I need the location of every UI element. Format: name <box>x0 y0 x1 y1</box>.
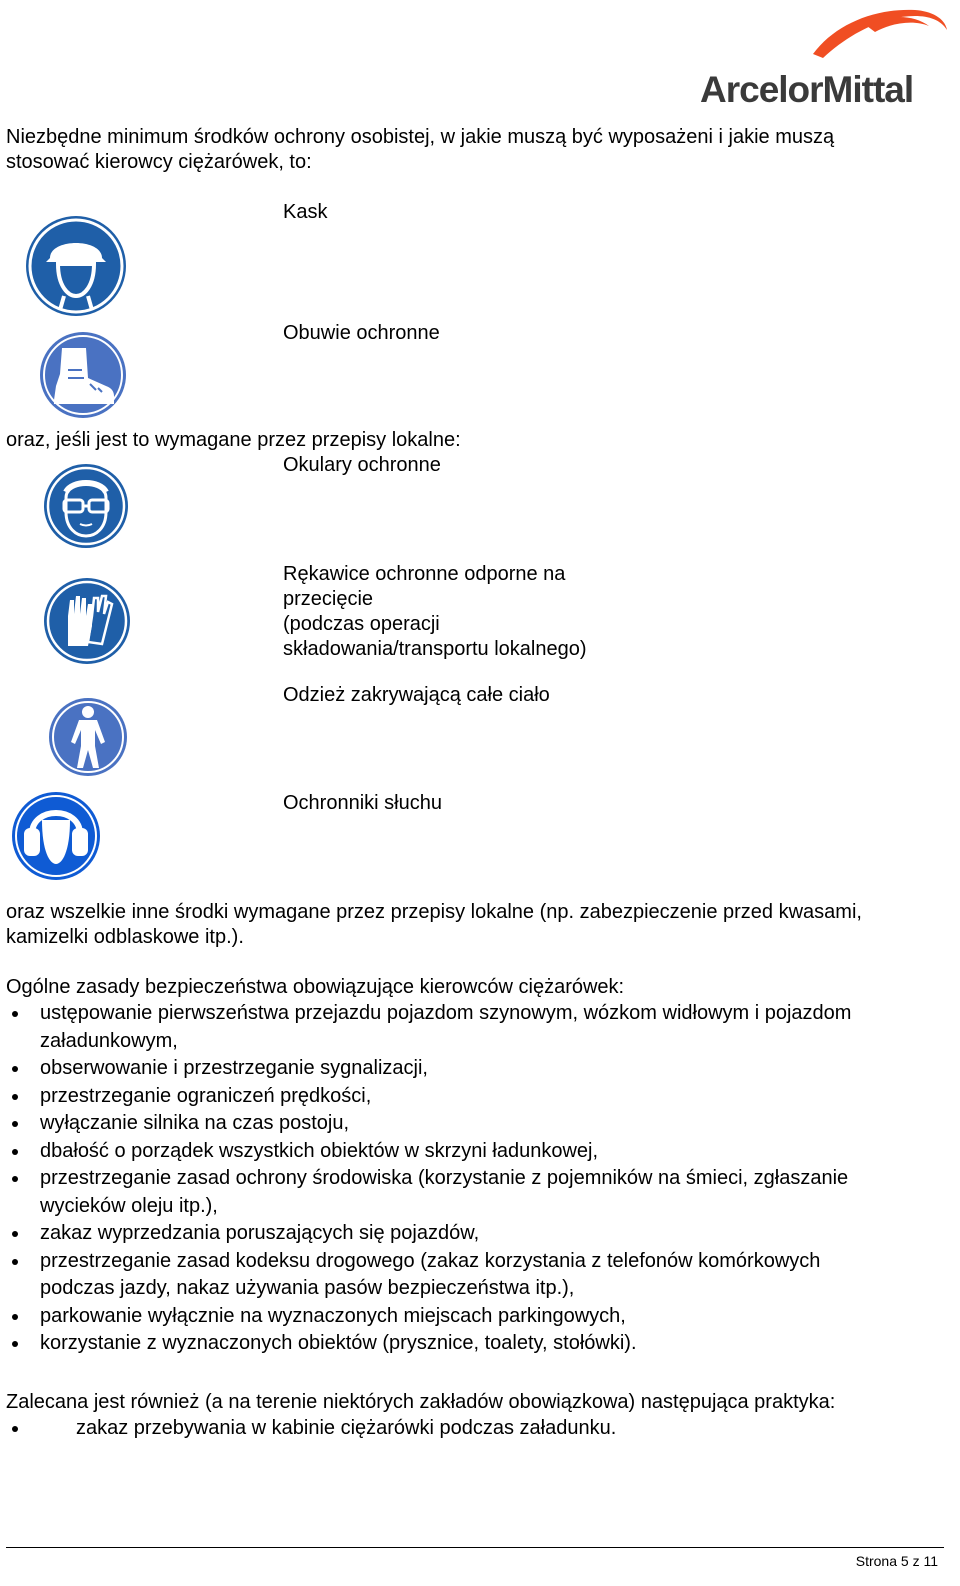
full-body-suit-icon <box>47 696 129 778</box>
general-rules-title: Ogólne zasady bezpieczeństwa obowiązujące kierowców ciężarówek: <box>6 976 625 998</box>
recommended-title: Zalecana jest również (a na terenie niektórych zakładów obowiązkowa) następująca praktyka: <box>6 1391 836 1413</box>
other-measures-line-2: kamizelki odblaskowe itp.). <box>6 926 244 948</box>
footer-divider <box>6 1547 944 1548</box>
bullet-icon <box>12 1066 18 1072</box>
safety-glasses-icon <box>42 462 130 550</box>
bullet-icon <box>12 1149 18 1155</box>
equipment-label-boots: Obuwie ochronne <box>283 322 440 344</box>
helmet-icon <box>24 214 128 318</box>
bullet-icon <box>12 1341 18 1347</box>
bullet-icon <box>12 1314 18 1320</box>
list-item: dbałość o porządek wszystkich obiektów w skrzyni ładunkowej, <box>4 1138 944 1166</box>
safety-boot-icon <box>38 330 128 420</box>
company-logo <box>700 4 950 112</box>
bullet-icon <box>12 1011 18 1017</box>
equipment-label-glasses: Okulary ochronne <box>283 454 441 476</box>
equipment-label-gloves-2: przecięcie <box>283 588 374 610</box>
list-item: korzystanie z wyznaczonych obiektów (prysznice, toalety, stołówki). <box>4 1330 944 1358</box>
list-item: ustępowanie pierwszeństwa przejazdu pojazdom szynowym, wózkom widłowym i pojazdom załadunkowym, <box>4 1000 944 1055</box>
intro-line-1: Niezbędne minimum środków ochrony osobistej, w jakie muszą być wyposażeni i jakie muszą <box>6 126 835 148</box>
list-item: przestrzeganie zasad ochrony środowiska (korzystanie z pojemników na śmieci, zgłaszanie wycieków oleju itp.), <box>4 1165 944 1220</box>
equipment-label-gloves-1: Rękawice ochronne odporne na <box>283 563 566 585</box>
bullet-icon <box>12 1176 18 1182</box>
logo-wordmark: ArcelorMittal <box>700 69 914 110</box>
list-item: zakaz przebywania w kabinie ciężarówki podczas załadunku. <box>4 1415 944 1443</box>
list-item: przestrzeganie ograniczeń prędkości, <box>4 1083 944 1111</box>
bullet-icon <box>12 1121 18 1127</box>
intro-line-2: stosować kierowcy ciężarówek, to: <box>6 151 312 173</box>
equipment-label-gloves-4: składowania/transportu lokalnego) <box>283 638 587 660</box>
equipment-label-helmet: Kask <box>283 201 328 223</box>
bullet-icon <box>12 1094 18 1100</box>
gloves-icon <box>42 576 132 666</box>
bullet-icon <box>12 1426 18 1432</box>
recommended-list <box>4 1415 944 1443</box>
list-item: przestrzeganie zasad kodeksu drogowego (zakaz korzystania z telefonów komórkowych podczas jazdy, nakaz używania pasów bezpieczeństwa itp.), <box>4 1248 944 1303</box>
bullet-icon <box>12 1231 18 1237</box>
list-item: parkowanie wyłącznie na wyznaczonych miejscach parkingowych, <box>4 1303 944 1331</box>
ear-protection-icon <box>10 790 102 882</box>
logo-swoosh-icon <box>805 4 950 64</box>
equipment-label-body: Odzież zakrywającą całe ciało <box>283 684 550 706</box>
equipment-label-ears: Ochronniki słuchu <box>283 792 442 814</box>
list-item: obserwowanie i przestrzeganie sygnalizacji, <box>4 1055 944 1083</box>
page-number: Strona 5 z 11 <box>855 1553 938 1569</box>
local-requirements-intro: oraz, jeśli jest to wymagane przez przepisy lokalne: <box>6 429 461 451</box>
bullet-icon <box>12 1259 18 1265</box>
list-item: zakaz wyprzedzania poruszających się pojazdów, <box>4 1220 944 1248</box>
equipment-label-gloves-3: (podczas operacji <box>283 613 440 635</box>
list-item: wyłączanie silnika na czas postoju, <box>4 1110 944 1138</box>
other-measures-line-1: oraz wszelkie inne środki wymagane przez przepisy lokalne (np. zabezpieczenie przed kwasami, <box>6 901 862 923</box>
general-rules-list <box>4 1000 944 1358</box>
